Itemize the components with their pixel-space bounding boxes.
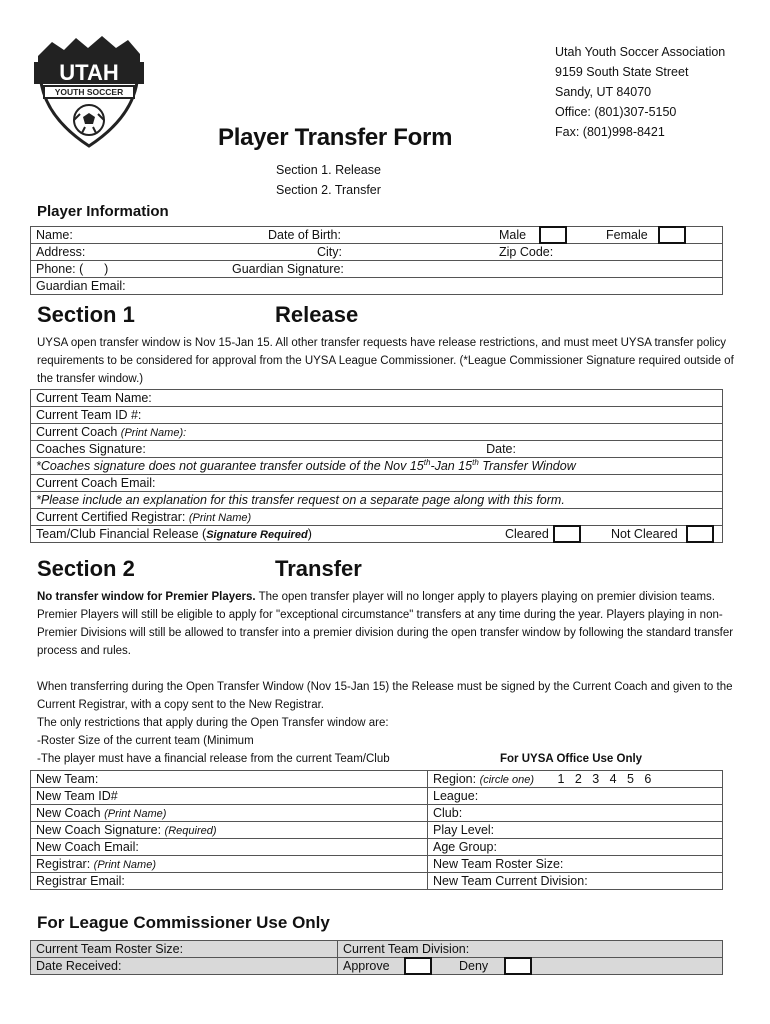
commissioner-heading: For League Commissioner Use Only <box>37 913 330 932</box>
restrictions-intro: The only restrictions that apply during the Open Transfer window are: <box>37 717 389 729</box>
new-coach-email-label: New Coach Email: <box>31 839 428 856</box>
org-name: Utah Youth Soccer Association <box>555 45 726 59</box>
new-roster-size-label: New Team Roster Size: <box>428 856 723 873</box>
section2-label: Section 2 <box>37 556 135 581</box>
current-team-name-label: Current Team Name: <box>31 390 723 407</box>
female-label: Female <box>606 228 648 242</box>
current-coach-row <box>31 424 723 441</box>
registrar-new-row: Registrar: (Print Name) <box>31 856 428 873</box>
print-name-note: (Print Name): <box>120 427 187 439</box>
coaches-signature-label: Coaches Signature: <box>36 442 146 456</box>
financial-release-label: Team/Club Financial Release (Signature Required) <box>36 527 312 541</box>
cleared-label: Cleared <box>505 527 549 541</box>
section2-paragraphs <box>37 588 737 768</box>
roster-size-label: Current Team Roster Size: <box>31 941 338 958</box>
coach-signature-warning: *Coaches signature does not guarantee transfer outside of the Nov 15th-Jan 15th Transfer Window <box>31 458 723 475</box>
open-window-paragraph: When transferring during the Open Transfer Window (Nov 15-Jan 15) the Release must be signed by the Current Coach and given to the Current Registrar, with a copy sent to the New Registrar. <box>37 681 733 711</box>
city-label: City: <box>317 245 342 259</box>
section1-paragraph: UYSA open transfer window is Nov 15-Jan 15. All other transfer requests have release restrictions, and must meet UYSA transfer policy requirements to be considered for approval from the UYSA League Commissioner. (*League Commissioner Signature required outside of the transfer window.) <box>37 337 734 385</box>
cleared-checkbox[interactable] <box>553 525 581 543</box>
male-label: Male <box>499 228 527 242</box>
registrar-email-label: Registrar Email: <box>31 873 428 890</box>
registrar-row <box>31 509 723 526</box>
player-info-table <box>30 226 723 295</box>
section-list-item: Section 2. Transfer <box>276 183 381 197</box>
section1-label: Section 1 <box>37 302 135 327</box>
not-cleared-checkbox[interactable] <box>686 525 714 543</box>
registrar-note: (Print Name) <box>188 512 252 524</box>
male-checkbox[interactable] <box>539 226 567 244</box>
coach-email-label: Current Coach Email: <box>31 475 723 492</box>
guardian-signature-label: Guardian Signature: <box>232 262 344 276</box>
date-received-label: Date Received: <box>31 958 338 975</box>
play-level-label: Play Level: <box>428 822 723 839</box>
current-team-id-label: Current Team ID #: <box>31 407 723 424</box>
restriction-roster: -Roster Size of the current team (Minimum <box>37 735 254 747</box>
organization-address <box>555 42 725 142</box>
commissioner-table <box>30 940 723 975</box>
premier-paragraph: No transfer window for Premier Players. The open transfer player will no longer apply to players playing on premier division teams. Premier Players will still be eligible to apply for "exceptional circumstance" transfers at any time during the year. Players playing in non-Premier Divisions will still be allowed to transfer into a premier division during the open transfer window by following the standard transfer process and rules. <box>37 591 734 657</box>
club-label: Club: <box>428 805 723 822</box>
female-checkbox[interactable] <box>658 226 686 244</box>
section1-name: Release <box>275 302 359 327</box>
new-team-id-label: New Team ID# <box>31 788 428 805</box>
explanation-note: *Please include an explanation for this transfer request on a separate page along with this form. <box>31 492 723 509</box>
section2-name: Transfer <box>275 556 362 581</box>
restriction-financial: -The player must have a financial release from the current Team/Club <box>37 753 390 765</box>
section-list-item: Section 1. Release <box>276 163 381 177</box>
region-row: Region: (circle one) 1 2 3 4 5 6 <box>428 771 723 788</box>
org-street: 9159 South State Street <box>555 65 689 79</box>
office-use-heading: For UYSA Office Use Only <box>500 753 643 765</box>
org-office: Office: (801)307-5150 <box>555 105 677 119</box>
transfer-table <box>30 770 723 890</box>
age-group-label: Age Group: <box>428 839 723 856</box>
name-label: Name: <box>36 228 73 242</box>
address-label: Address: <box>36 245 86 259</box>
region-options[interactable]: 1 2 3 4 5 6 <box>557 772 652 786</box>
approve-label: Approve <box>343 959 390 973</box>
not-cleared-label: Not Cleared <box>611 527 678 541</box>
new-team-label: New Team: <box>31 771 428 788</box>
org-city: Sandy, UT 84070 <box>555 85 652 99</box>
deny-checkbox[interactable] <box>504 957 532 975</box>
section-list <box>276 160 381 200</box>
release-table <box>30 389 723 543</box>
svg-text:UTAH: UTAH <box>59 60 119 85</box>
org-fax: Fax: (801)998-8421 <box>555 125 665 139</box>
dob-label: Date of Birth: <box>268 228 341 242</box>
guardian-email-label: Guardian Email: <box>31 278 723 295</box>
league-label: League: <box>428 788 723 805</box>
svg-text:YOUTH SOCCER: YOUTH SOCCER <box>54 87 124 97</box>
current-coach-label: Current Coach <box>36 425 118 439</box>
deny-label: Deny <box>459 959 489 973</box>
zip-label: Zip Code: <box>499 245 554 259</box>
date-label: Date: <box>486 442 516 456</box>
approve-checkbox[interactable] <box>404 957 432 975</box>
registrar-label: Current Certified Registrar: <box>36 510 186 524</box>
new-division-label: New Team Current Division: <box>428 873 723 890</box>
player-info-heading: Player Information <box>37 203 169 220</box>
page-title: Player Transfer Form <box>218 124 453 151</box>
utah-youth-soccer-logo <box>30 34 148 150</box>
new-coach-row: New Coach (Print Name) <box>31 805 428 822</box>
division-label: Current Team Division: <box>338 941 723 958</box>
phone-label: Phone: ( ) <box>36 262 109 276</box>
new-coach-signature-row: New Coach Signature: (Required) <box>31 822 428 839</box>
